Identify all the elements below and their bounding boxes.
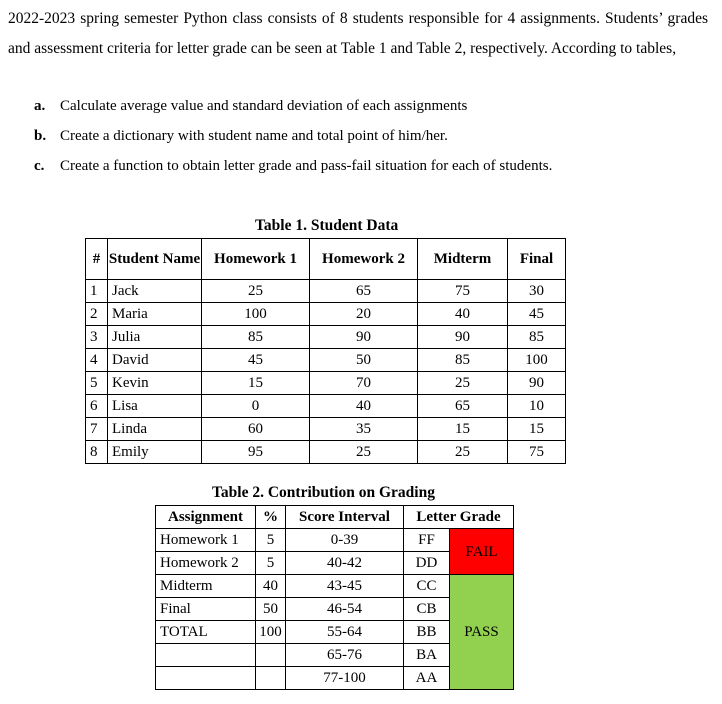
letter-grade: CB <box>404 598 450 621</box>
student-index: 1 <box>86 280 108 303</box>
student-index: 4 <box>86 349 108 372</box>
grading-table <box>155 505 514 690</box>
final-score: 75 <box>508 441 566 464</box>
final-score: 90 <box>508 372 566 395</box>
table1-caption: Table 1. Student Data <box>255 217 399 234</box>
intro-paragraph: 2022-2023 spring semester Python class consists of 8 students responsible for 4 assignments. Students’ grades and assessment criteria for letter grade can be seen at Table 1 and Table 2, respectively. According to tables, <box>8 10 708 57</box>
homework-1-score: 95 <box>202 441 310 464</box>
table-row <box>86 441 566 464</box>
homework-2-score: 70 <box>310 372 418 395</box>
header-homework-1: Homework 1 <box>202 239 310 280</box>
student-name: David <box>108 349 202 372</box>
score-interval: 77-100 <box>286 667 404 690</box>
assignment-name: Homework 2 <box>156 552 256 575</box>
assignment-name: Homework 1 <box>156 529 256 552</box>
student-index: 8 <box>86 441 108 464</box>
task-item <box>34 121 552 151</box>
letter-grade: BB <box>404 621 450 644</box>
table-row <box>156 575 514 598</box>
header-student-name: Student Name <box>108 239 202 280</box>
assignment-percent-empty <box>256 667 286 690</box>
header-assignment: Assignment <box>156 506 256 529</box>
score-interval: 65-76 <box>286 644 404 667</box>
student-index: 3 <box>86 326 108 349</box>
table-row <box>86 395 566 418</box>
table-header-row <box>156 506 514 529</box>
table-row <box>156 529 514 552</box>
table-row <box>86 280 566 303</box>
student-data-table <box>85 238 566 464</box>
midterm-score: 75 <box>418 280 508 303</box>
task-item <box>34 151 552 181</box>
midterm-score: 65 <box>418 395 508 418</box>
score-interval: 55-64 <box>286 621 404 644</box>
fail-status-cell: FAIL <box>450 529 514 575</box>
table-header-row <box>86 239 566 280</box>
assignment-percent: 50 <box>256 598 286 621</box>
task-label: a. <box>34 98 46 114</box>
task-item <box>34 91 552 121</box>
homework-2-score: 25 <box>310 441 418 464</box>
student-name: Kevin <box>108 372 202 395</box>
header-percent: % <box>256 506 286 529</box>
final-score: 100 <box>508 349 566 372</box>
assignment-percent-empty <box>256 644 286 667</box>
student-index: 7 <box>86 418 108 441</box>
header-score-interval: Score Interval <box>286 506 404 529</box>
table-row <box>86 326 566 349</box>
final-score: 30 <box>508 280 566 303</box>
assignment-percent: 100 <box>256 621 286 644</box>
task-label: c. <box>34 158 45 174</box>
final-score: 85 <box>508 326 566 349</box>
student-name: Maria <box>108 303 202 326</box>
header-final: Final <box>508 239 566 280</box>
task-text: Create a dictionary with student name and total point of him/her. <box>60 128 448 144</box>
pass-status-cell: PASS <box>450 575 514 690</box>
task-label: b. <box>34 128 47 144</box>
homework-2-score: 50 <box>310 349 418 372</box>
table-row <box>86 418 566 441</box>
midterm-score: 25 <box>418 372 508 395</box>
homework-1-score: 85 <box>202 326 310 349</box>
homework-2-score: 40 <box>310 395 418 418</box>
final-score: 45 <box>508 303 566 326</box>
homework-1-score: 60 <box>202 418 310 441</box>
student-name: Linda <box>108 418 202 441</box>
table-row <box>86 372 566 395</box>
midterm-score: 90 <box>418 326 508 349</box>
header-homework-2: Homework 2 <box>310 239 418 280</box>
midterm-score: 25 <box>418 441 508 464</box>
homework-1-score: 25 <box>202 280 310 303</box>
homework-1-score: 100 <box>202 303 310 326</box>
student-name: Emily <box>108 441 202 464</box>
score-interval: 43-45 <box>286 575 404 598</box>
midterm-score: 15 <box>418 418 508 441</box>
assignment-percent: 5 <box>256 552 286 575</box>
midterm-score: 40 <box>418 303 508 326</box>
letter-grade: FF <box>404 529 450 552</box>
letter-grade: BA <box>404 644 450 667</box>
final-score: 10 <box>508 395 566 418</box>
student-index: 2 <box>86 303 108 326</box>
table2-caption: Table 2. Contribution on Grading <box>212 484 435 501</box>
problem-intro <box>8 4 708 64</box>
student-index: 5 <box>86 372 108 395</box>
letter-grade: AA <box>404 667 450 690</box>
assignment-name-empty <box>156 644 256 667</box>
homework-1-score: 45 <box>202 349 310 372</box>
letter-grade: DD <box>404 552 450 575</box>
student-rows <box>86 280 566 464</box>
student-name: Lisa <box>108 395 202 418</box>
score-interval: 0-39 <box>286 529 404 552</box>
homework-2-score: 35 <box>310 418 418 441</box>
homework-2-score: 20 <box>310 303 418 326</box>
assignment-percent: 40 <box>256 575 286 598</box>
midterm-score: 85 <box>418 349 508 372</box>
header-letter-grade: Letter Grade <box>404 506 514 529</box>
assignment-name-empty <box>156 667 256 690</box>
student-name: Jack <box>108 280 202 303</box>
assignment-name: Midterm <box>156 575 256 598</box>
student-name: Julia <box>108 326 202 349</box>
table-row <box>86 349 566 372</box>
homework-2-score: 65 <box>310 280 418 303</box>
task-text: Calculate average value and standard deviation of each assignments <box>60 98 468 114</box>
final-score: 15 <box>508 418 566 441</box>
task-list <box>34 91 552 181</box>
homework-1-score: 0 <box>202 395 310 418</box>
assignment-name: TOTAL <box>156 621 256 644</box>
task-text: Create a function to obtain letter grade and pass-fail situation for each of students. <box>60 158 553 174</box>
assignment-percent: 5 <box>256 529 286 552</box>
score-interval: 40-42 <box>286 552 404 575</box>
assignment-name: Final <box>156 598 256 621</box>
header-midterm: Midterm <box>418 239 508 280</box>
score-interval: 46-54 <box>286 598 404 621</box>
letter-grade: CC <box>404 575 450 598</box>
table-row <box>86 303 566 326</box>
homework-2-score: 90 <box>310 326 418 349</box>
student-index: 6 <box>86 395 108 418</box>
header-index: # <box>86 239 108 280</box>
homework-1-score: 15 <box>202 372 310 395</box>
